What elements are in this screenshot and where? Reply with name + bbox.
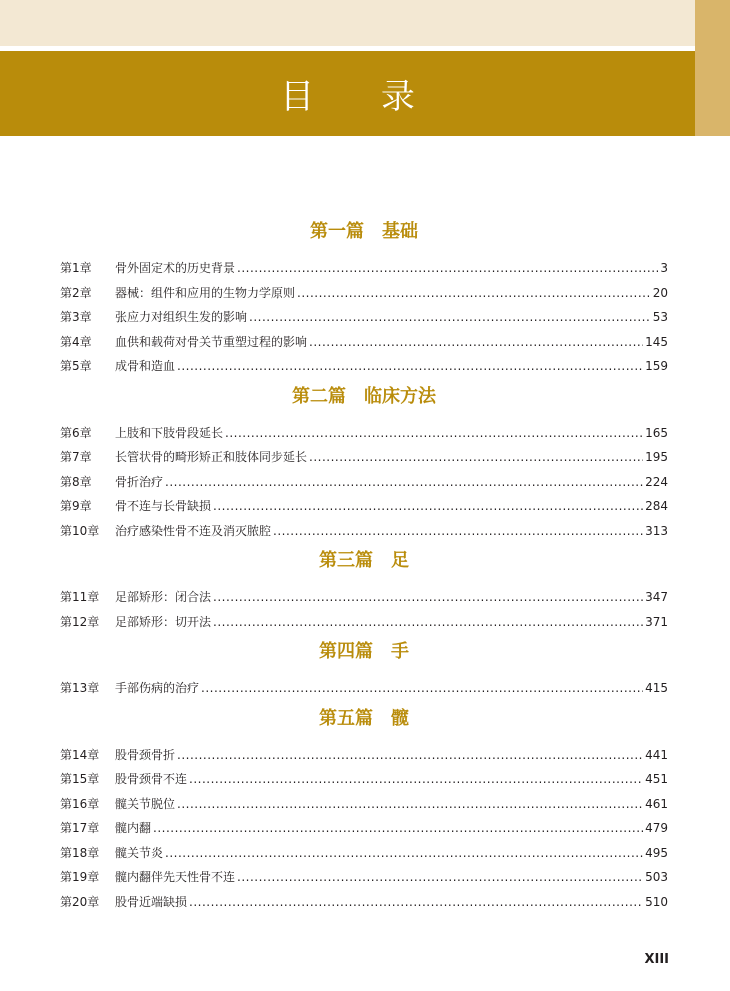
chapter-page-number: 347: [645, 590, 668, 604]
toc-entry[interactable]: [60, 792, 668, 817]
chapter-number: 第20章: [60, 894, 100, 909]
toc-entry[interactable]: [60, 610, 668, 635]
part-heading: 第二篇 临床方法: [292, 385, 436, 407]
toc-entry[interactable]: [60, 519, 668, 544]
dot-leader: [249, 305, 651, 330]
chapter-number: 第15章: [60, 772, 100, 786]
chapter-title: 髋内翻: [115, 821, 152, 835]
chapter-page-number: 451: [645, 772, 668, 786]
dot-leader: [309, 445, 643, 470]
chapter-page-number: 503: [645, 870, 668, 884]
chapter-page-number: 479: [645, 821, 668, 835]
chapter-title: 髋关节炎: [115, 845, 164, 860]
toc-entry[interactable]: [60, 743, 668, 768]
dot-leader: [237, 256, 658, 281]
dot-leader: [297, 281, 651, 306]
toc-entry[interactable]: [60, 421, 668, 446]
toc-entry[interactable]: [60, 256, 668, 281]
toc-entry[interactable]: [60, 890, 668, 915]
dot-leader: [213, 494, 643, 519]
chapter-page-number: 145: [645, 334, 668, 349]
chapter-title: 足部矫形：切开法: [115, 614, 212, 629]
chapter-page-number: 313: [645, 523, 668, 538]
dot-leader: [189, 767, 643, 792]
dot-leader: [189, 890, 643, 915]
chapter-page-number: 53: [652, 310, 668, 324]
chapter-number: 第19章: [60, 870, 100, 884]
chapter-page-number: 495: [645, 845, 668, 860]
part-heading: 第五篇 髋: [319, 707, 409, 729]
chapter-title: 上肢和下肢骨段延长: [115, 425, 224, 440]
chapter-page-number: 461: [645, 796, 668, 811]
chapter-number: 第2章: [60, 285, 92, 300]
chapter-page-number: 441: [645, 747, 668, 762]
toc-entry[interactable]: [60, 470, 668, 495]
chapter-title: 成骨和造血: [115, 359, 176, 373]
dot-leader: [177, 354, 643, 379]
dot-leader: [237, 865, 643, 890]
chapter-page-number: 159: [645, 359, 668, 373]
chapter-number: 第6章: [60, 425, 92, 440]
top-decor-band: [0, 0, 695, 46]
chapter-title: 骨外固定术的历史背景: [115, 261, 236, 275]
dot-leader: [201, 676, 643, 701]
toc-entry[interactable]: [60, 816, 668, 841]
toc-entry[interactable]: [60, 767, 668, 792]
dot-leader: [309, 330, 643, 355]
page-number: XIII: [644, 952, 669, 967]
chapter-title: 髋内翻伴先天性骨不连: [115, 870, 236, 884]
toc-entry[interactable]: [60, 281, 668, 306]
chapter-page-number: 224: [645, 474, 668, 489]
toc-entry[interactable]: [60, 445, 668, 470]
dot-leader: [153, 816, 643, 841]
title-banner: [0, 51, 695, 136]
chapter-title: 张应力对组织生发的影响: [115, 310, 248, 324]
chapter-page-number: 284: [645, 499, 668, 513]
chapter-number: 第3章: [60, 310, 92, 324]
chapter-number: 第17章: [60, 821, 100, 835]
toc-entry[interactable]: [60, 354, 668, 379]
chapter-page-number: 415: [645, 681, 668, 695]
dot-leader: [273, 519, 643, 544]
page-title: 目 录: [280, 77, 443, 117]
chapter-number: 第9章: [60, 499, 92, 513]
chapter-page-number: 3: [660, 261, 668, 275]
dot-leader: [213, 585, 643, 610]
toc-entry[interactable]: [60, 865, 668, 890]
chapter-title: 股骨颈骨折: [115, 747, 176, 762]
toc-entry[interactable]: [60, 676, 668, 701]
chapter-number: 第16章: [60, 796, 100, 811]
chapter-number: 第7章: [60, 450, 92, 464]
dot-leader: [177, 792, 643, 817]
chapter-page-number: 195: [645, 450, 668, 464]
dot-leader: [165, 841, 643, 866]
chapter-number: 第13章: [60, 681, 100, 695]
chapter-title: 股骨颈骨不连: [115, 772, 188, 786]
table-of-contents: [60, 218, 668, 914]
chapter-number: 第5章: [60, 359, 92, 373]
chapter-title: 手部伤病的治疗: [115, 681, 200, 695]
chapter-number: 第1章: [60, 261, 92, 275]
dot-leader: [177, 743, 643, 768]
chapter-title: 治疗感染性骨不连及消灭脓腔: [115, 523, 272, 538]
dot-leader: [225, 421, 643, 446]
toc-entry[interactable]: [60, 585, 668, 610]
chapter-title: 足部矫形：闭合法: [115, 590, 212, 604]
chapter-number: 第14章: [60, 747, 100, 762]
chapter-number: 第11章: [60, 590, 100, 604]
chapter-number: 第18章: [60, 845, 100, 860]
toc-entry[interactable]: [60, 841, 668, 866]
part-heading: 第一篇 基础: [310, 221, 418, 242]
chapter-page-number: 510: [645, 894, 668, 909]
chapter-number: 第12章: [60, 614, 100, 629]
toc-entry[interactable]: [60, 330, 668, 355]
chapter-title: 长管状骨的畸形矫正和肢体同步延长: [115, 450, 308, 464]
chapter-title: 骨不连与长骨缺损: [115, 499, 212, 513]
chapter-title: 器械：组件和应用的生物力学原则: [115, 285, 296, 300]
chapter-title: 血供和载荷对骨关节重塑过程的影响: [115, 334, 308, 349]
toc-entry[interactable]: [60, 494, 668, 519]
chapter-page-number: 20: [652, 285, 668, 300]
chapter-number: 第4章: [60, 334, 92, 349]
chapter-title: 骨折治疗: [115, 474, 164, 489]
toc-entry[interactable]: [60, 305, 668, 330]
dot-leader: [213, 610, 643, 635]
chapter-page-number: 165: [645, 425, 668, 440]
chapter-title: 股骨近端缺损: [115, 894, 188, 909]
chapter-number: 第10章: [60, 523, 100, 538]
part-heading: 第四篇 手: [319, 641, 409, 662]
dot-leader: [165, 470, 643, 495]
side-decor-tab: [695, 0, 730, 136]
chapter-page-number: 371: [645, 614, 668, 629]
chapter-number: 第8章: [60, 474, 92, 489]
part-heading: 第三篇 足: [319, 550, 409, 571]
chapter-title: 髋关节脱位: [115, 796, 176, 811]
